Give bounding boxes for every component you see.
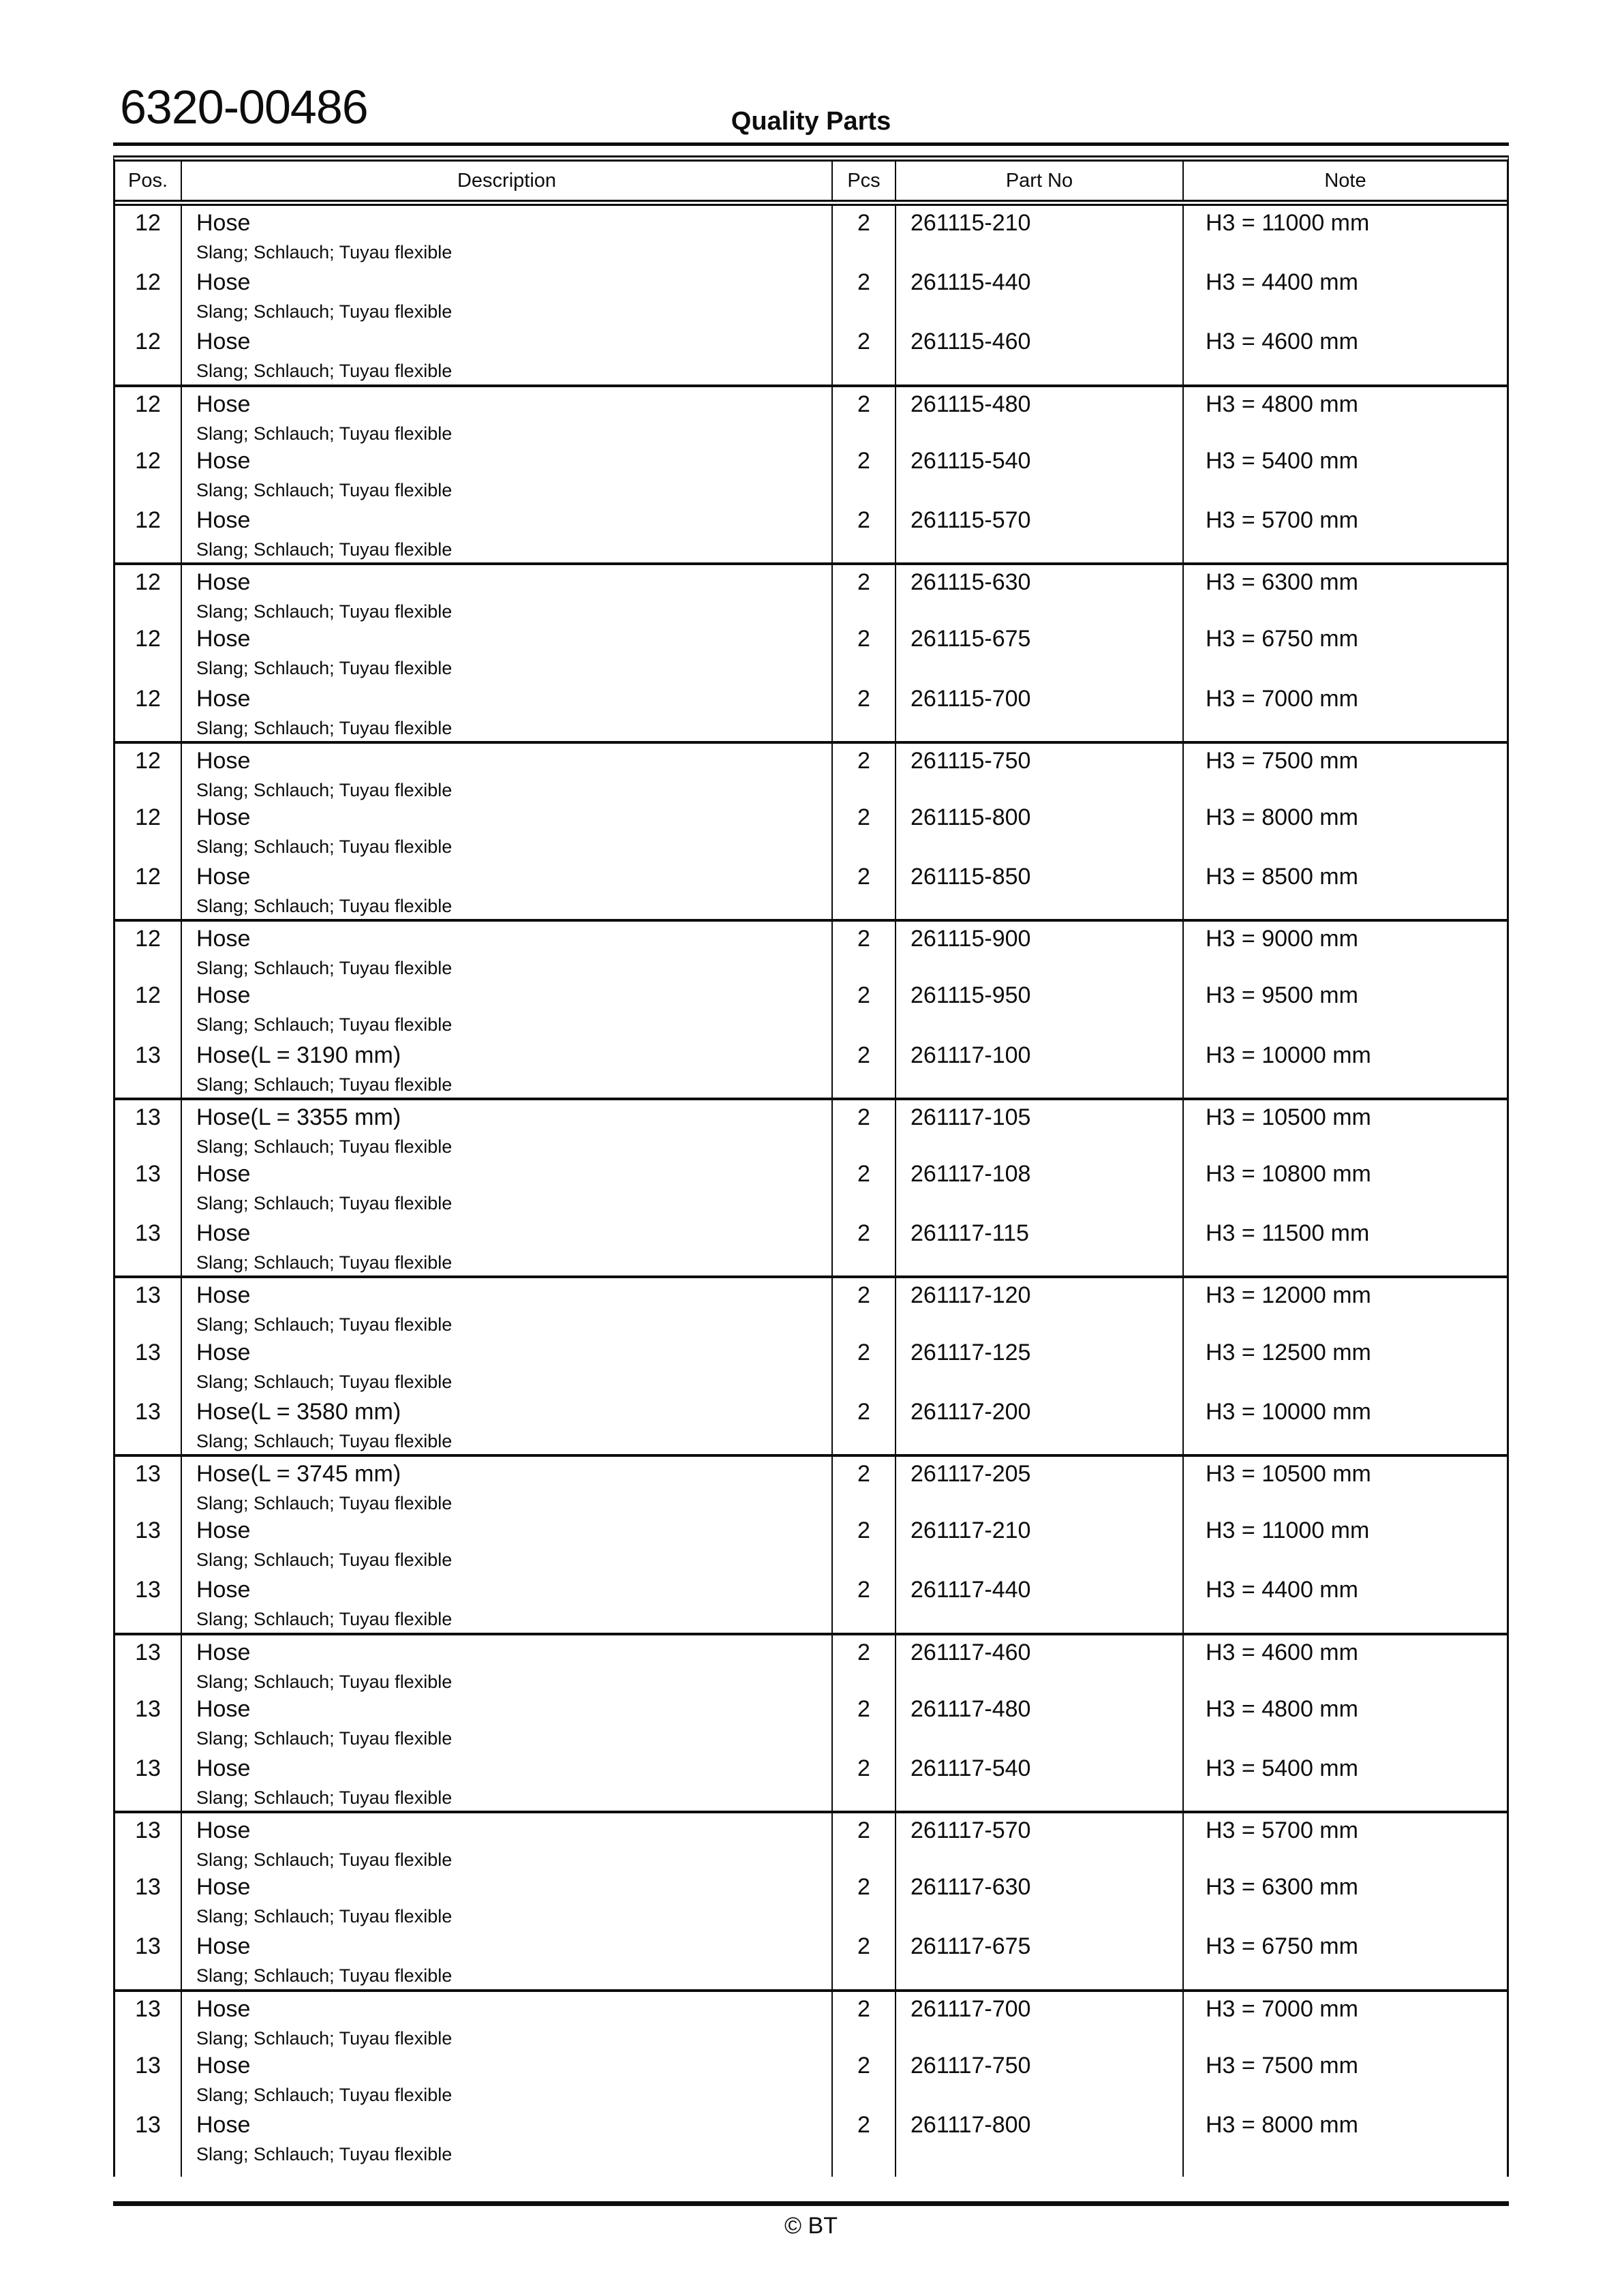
row-pos: 12 — [115, 206, 182, 265]
page-footer-copyright: © BT — [784, 2213, 838, 2239]
table-row — [115, 1870, 1507, 1929]
row-part-no: 261115-480 — [896, 387, 1184, 445]
row-description-main: Hose — [196, 864, 251, 890]
row-pcs: 2 — [833, 206, 896, 265]
row-description-subtitle: Slang; Schlauch; Tuyau flexible — [196, 1371, 453, 1392]
row-pos: 13 — [115, 1278, 182, 1336]
row-pos: 13 — [115, 1100, 182, 1158]
row-note: H3 = 10500 mm — [1206, 1104, 1371, 1130]
table-row — [115, 384, 1507, 444]
row-description — [182, 1573, 833, 1632]
row-description-main: Hose — [196, 507, 251, 533]
table-row — [115, 800, 1507, 860]
row-description-subtitle: Slang; Schlauch; Tuyau flexible — [196, 1787, 453, 1808]
row-pcs: 2 — [833, 922, 896, 980]
row-description-subtitle: Slang; Schlauch; Tuyau flexible — [196, 958, 453, 979]
row-part-no: 261115-210 — [896, 206, 1184, 265]
row-description-main: Hose — [196, 1517, 251, 1544]
row-description-subtitle: Slang; Schlauch; Tuyau flexible — [196, 1849, 453, 1871]
row-part-no: 261115-800 — [896, 800, 1184, 860]
row-part-no: 261117-700 — [896, 1992, 1184, 2050]
row-description-main: Hose — [196, 269, 251, 296]
row-description-main: Hose — [196, 2052, 251, 2079]
row-description — [182, 744, 833, 802]
row-pcs: 2 — [833, 744, 896, 802]
row-description-main: Hose — [196, 1933, 251, 1960]
column-header-pos: Pos. — [115, 162, 182, 200]
row-description-subtitle: Slang; Schlauch; Tuyau flexible — [196, 423, 453, 444]
row-part-no: 261115-850 — [896, 860, 1184, 919]
table-row — [115, 1633, 1507, 1692]
row-pos: 13 — [115, 2108, 182, 2167]
row-pcs: 2 — [833, 1457, 896, 1515]
table-row — [115, 1216, 1507, 1275]
row-description-main: Hose — [196, 1755, 251, 1781]
row-description — [182, 265, 833, 324]
row-description-subtitle: Slang; Schlauch; Tuyau flexible — [196, 301, 453, 322]
row-part-no: 261117-210 — [896, 1513, 1184, 1573]
row-part-no: 261117-800 — [896, 2108, 1184, 2167]
table-row — [115, 444, 1507, 503]
table-row — [115, 2108, 1507, 2167]
table-row — [115, 1513, 1507, 1573]
table-row — [115, 1573, 1507, 1632]
row-description — [182, 2049, 833, 2108]
header-rule — [113, 142, 1509, 146]
row-description — [182, 922, 833, 980]
row-part-no: 261115-675 — [896, 622, 1184, 681]
row-description-subtitle: Slang; Schlauch; Tuyau flexible — [196, 1492, 453, 1513]
row-description — [182, 682, 833, 741]
table-row — [115, 265, 1507, 324]
document-number: 6320-00486 — [120, 80, 368, 134]
row-description — [182, 206, 833, 265]
row-pcs: 2 — [833, 1692, 896, 1751]
row-pos: 12 — [115, 744, 182, 802]
table-row — [115, 1395, 1507, 1454]
row-pcs: 2 — [833, 1513, 896, 1573]
row-part-no: 261115-630 — [896, 565, 1184, 623]
row-pcs: 2 — [833, 1216, 896, 1275]
column-header-description: Description — [182, 162, 833, 200]
row-description-main: Hose — [196, 391, 251, 417]
row-note: H3 = 10500 mm — [1206, 1460, 1371, 1487]
row-pos: 12 — [115, 682, 182, 741]
table-row — [115, 324, 1507, 384]
row-pcs: 2 — [833, 1573, 896, 1632]
row-note: H3 = 5400 mm — [1206, 447, 1358, 474]
row-description-subtitle: Slang; Schlauch; Tuyau flexible — [196, 779, 453, 800]
table-row — [115, 919, 1507, 978]
row-part-no: 261117-100 — [896, 1038, 1184, 1098]
row-pcs: 2 — [833, 1395, 896, 1454]
row-part-no: 261115-900 — [896, 922, 1184, 980]
table-continuation-stub — [115, 2167, 1507, 2177]
row-description-main: Hose — [196, 1339, 251, 1365]
row-pos: 13 — [115, 1692, 182, 1751]
row-description-main: Hose — [196, 1220, 251, 1247]
row-description-main: Hose(L = 3355 mm) — [196, 1104, 401, 1130]
row-description-subtitle: Slang; Schlauch; Tuyau flexible — [196, 1136, 453, 1157]
row-pcs: 2 — [833, 1335, 896, 1395]
column-header-note: Note — [1324, 169, 1366, 192]
row-part-no: 261117-205 — [896, 1457, 1184, 1515]
row-description-main: Hose — [196, 747, 251, 774]
row-description-subtitle: Slang; Schlauch; Tuyau flexible — [196, 1252, 453, 1273]
row-note: H3 = 5400 mm — [1206, 1755, 1358, 1781]
row-description — [182, 1929, 833, 1989]
row-part-no: 261117-120 — [896, 1278, 1184, 1336]
row-description-main: Hose — [196, 685, 251, 712]
row-pos: 13 — [115, 1216, 182, 1275]
row-description-subtitle: Slang; Schlauch; Tuyau flexible — [196, 361, 453, 382]
parts-table — [113, 155, 1509, 2177]
row-pcs: 2 — [833, 265, 896, 324]
row-description — [182, 2108, 833, 2167]
row-pos: 12 — [115, 265, 182, 324]
row-note: H3 = 8500 mm — [1206, 864, 1358, 890]
row-pcs: 2 — [833, 565, 896, 623]
column-header-part-no: Part No — [896, 162, 1184, 200]
row-description-subtitle: Slang; Schlauch; Tuyau flexible — [196, 2027, 453, 2049]
document-header — [113, 0, 1509, 155]
row-description — [182, 1751, 833, 1811]
row-part-no: 261117-200 — [896, 1395, 1184, 1454]
row-pcs: 2 — [833, 1929, 896, 1989]
row-note: H3 = 7500 mm — [1206, 747, 1358, 774]
row-description — [182, 800, 833, 860]
parts-table-body — [115, 206, 1507, 2167]
row-note: H3 = 7500 mm — [1206, 2052, 1358, 2079]
row-part-no: 261115-700 — [896, 682, 1184, 741]
table-row — [115, 741, 1507, 800]
row-part-no: 261115-460 — [896, 324, 1184, 384]
row-description-main: Hose — [196, 329, 251, 355]
row-pos: 12 — [115, 503, 182, 562]
row-pos: 12 — [115, 860, 182, 919]
row-description — [182, 1395, 833, 1454]
row-description — [182, 387, 833, 445]
row-pos: 12 — [115, 565, 182, 623]
row-note: H3 = 8000 mm — [1206, 804, 1358, 830]
row-description — [182, 1692, 833, 1751]
row-description-subtitle: Slang; Schlauch; Tuyau flexible — [196, 601, 453, 622]
row-note: H3 = 10000 mm — [1206, 1042, 1371, 1068]
row-description — [182, 1157, 833, 1216]
row-description — [182, 1038, 833, 1098]
row-description — [182, 1335, 833, 1395]
row-pcs: 2 — [833, 800, 896, 860]
table-row — [115, 1038, 1507, 1098]
row-pos: 12 — [115, 324, 182, 384]
row-description-subtitle: Slang; Schlauch; Tuyau flexible — [196, 1014, 453, 1036]
table-row — [115, 2049, 1507, 2108]
row-note: H3 = 11000 mm — [1206, 210, 1370, 236]
row-description — [182, 1216, 833, 1275]
row-pos: 12 — [115, 978, 182, 1038]
row-description-main: Hose — [196, 1577, 251, 1603]
row-pos: 13 — [115, 1751, 182, 1811]
row-pos: 13 — [115, 1395, 182, 1454]
row-part-no: 261115-440 — [896, 265, 1184, 324]
row-description-main: Hose — [196, 1161, 251, 1187]
row-description-subtitle: Slang; Schlauch; Tuyau flexible — [196, 2144, 453, 2164]
row-pos: 12 — [115, 622, 182, 681]
row-note: H3 = 4600 mm — [1206, 1639, 1358, 1665]
row-description-subtitle: Slang; Schlauch; Tuyau flexible — [196, 1074, 453, 1095]
row-pcs: 2 — [833, 503, 896, 562]
table-row — [115, 1098, 1507, 1157]
row-description — [182, 860, 833, 919]
row-part-no: 261115-950 — [896, 978, 1184, 1038]
row-description-subtitle: Slang; Schlauch; Tuyau flexible — [196, 1430, 453, 1451]
page-title: Quality Parts — [731, 107, 891, 136]
row-description-subtitle: Slang; Schlauch; Tuyau flexible — [196, 1314, 453, 1335]
row-pos: 12 — [115, 387, 182, 445]
row-part-no: 261117-460 — [896, 1635, 1184, 1693]
table-row — [115, 1157, 1507, 1216]
row-note: H3 = 7000 mm — [1206, 1995, 1358, 2022]
row-description-main: Hose — [196, 804, 251, 830]
row-description-subtitle: Slang; Schlauch; Tuyau flexible — [196, 479, 453, 500]
row-part-no: 261117-675 — [896, 1929, 1184, 1989]
row-description — [182, 1513, 833, 1573]
row-pos: 13 — [115, 1870, 182, 1929]
row-description-main: Hose — [196, 982, 251, 1009]
row-description-main: Hose — [196, 926, 251, 952]
row-description-main: Hose — [196, 447, 251, 474]
row-description — [182, 1813, 833, 1871]
row-description-subtitle: Slang; Schlauch; Tuyau flexible — [196, 658, 453, 679]
row-description — [182, 1100, 833, 1158]
row-note: H3 = 5700 mm — [1206, 507, 1358, 533]
footer-rule — [113, 2201, 1509, 2206]
row-description-subtitle: Slang; Schlauch; Tuyau flexible — [196, 539, 453, 560]
row-description-subtitle: Slang; Schlauch; Tuyau flexible — [196, 717, 453, 738]
row-description — [182, 565, 833, 623]
row-pos: 12 — [115, 922, 182, 980]
row-description — [182, 1457, 833, 1515]
table-row — [115, 503, 1507, 562]
row-part-no: 261117-115 — [896, 1216, 1184, 1275]
row-pos: 13 — [115, 1335, 182, 1395]
row-pos: 12 — [115, 800, 182, 860]
row-description-main: Hose — [196, 569, 251, 596]
row-part-no: 261115-570 — [896, 503, 1184, 562]
row-part-no: 261117-108 — [896, 1157, 1184, 1216]
row-pcs: 2 — [833, 1100, 896, 1158]
row-description-main: Hose — [196, 210, 251, 236]
row-pcs: 2 — [833, 324, 896, 384]
row-description-main: Hose(L = 3580 mm) — [196, 1398, 401, 1425]
row-pcs: 2 — [833, 1635, 896, 1693]
row-pcs: 2 — [833, 1278, 896, 1336]
page-content — [113, 0, 1509, 2239]
row-description — [182, 444, 833, 503]
row-part-no: 261117-630 — [896, 1870, 1184, 1929]
row-note: H3 = 11500 mm — [1206, 1220, 1370, 1247]
parts-table-header-row — [115, 162, 1507, 206]
row-pcs: 2 — [833, 1751, 896, 1811]
row-pos: 13 — [115, 1635, 182, 1693]
row-note: H3 = 6300 mm — [1206, 569, 1358, 596]
row-description-main: Hose — [196, 1695, 251, 1722]
table-row — [115, 860, 1507, 919]
row-note: H3 = 6750 mm — [1206, 626, 1358, 652]
row-pos: 13 — [115, 1992, 182, 2050]
row-pos: 13 — [115, 2049, 182, 2108]
table-row — [115, 206, 1507, 265]
row-note: H3 = 9500 mm — [1206, 982, 1358, 1009]
table-row — [115, 622, 1507, 681]
row-pos: 13 — [115, 1573, 182, 1632]
row-note: H3 = 9000 mm — [1206, 926, 1358, 952]
row-pcs: 2 — [833, 2108, 896, 2167]
row-description-subtitle: Slang; Schlauch; Tuyau flexible — [196, 1906, 453, 1927]
row-description — [182, 1870, 833, 1929]
table-row — [115, 1929, 1507, 1989]
row-pcs: 2 — [833, 2049, 896, 2108]
row-note: H3 = 5700 mm — [1206, 1817, 1358, 1844]
table-row — [115, 562, 1507, 622]
row-pos: 12 — [115, 444, 182, 503]
row-note: H3 = 6300 mm — [1206, 1874, 1358, 1901]
row-pcs: 2 — [833, 682, 896, 741]
row-note: H3 = 4800 mm — [1206, 1695, 1358, 1722]
row-description-main: Hose — [196, 626, 251, 652]
row-description-subtitle: Slang; Schlauch; Tuyau flexible — [196, 2084, 453, 2105]
row-description-main: Hose — [196, 1639, 251, 1665]
row-description-main: Hose — [196, 1282, 251, 1309]
row-description-subtitle: Slang; Schlauch; Tuyau flexible — [196, 896, 453, 917]
row-description-subtitle: Slang; Schlauch; Tuyau flexible — [196, 1965, 453, 1987]
row-description-main: Hose(L = 3190 mm) — [196, 1042, 401, 1068]
row-note: H3 = 12500 mm — [1206, 1339, 1371, 1365]
row-note: H3 = 7000 mm — [1206, 685, 1358, 712]
row-part-no: 261115-750 — [896, 744, 1184, 802]
row-description-main: Hose — [196, 1817, 251, 1844]
table-row — [115, 1454, 1507, 1513]
row-pos: 13 — [115, 1813, 182, 1871]
row-part-no: 261117-750 — [896, 2049, 1184, 2108]
table-row — [115, 1275, 1507, 1335]
row-note: H3 = 12000 mm — [1206, 1282, 1371, 1309]
row-description-subtitle: Slang; Schlauch; Tuyau flexible — [196, 836, 453, 857]
table-row — [115, 1692, 1507, 1751]
row-description — [182, 324, 833, 384]
row-part-no: 261117-480 — [896, 1692, 1184, 1751]
row-pos: 13 — [115, 1157, 182, 1216]
row-description — [182, 622, 833, 681]
row-pcs: 2 — [833, 1813, 896, 1871]
row-description-main: Hose — [196, 1995, 251, 2022]
row-pcs: 2 — [833, 1870, 896, 1929]
row-description — [182, 1992, 833, 2050]
row-description — [182, 503, 833, 562]
row-pcs: 2 — [833, 1157, 896, 1216]
row-description-subtitle: Slang; Schlauch; Tuyau flexible — [196, 1671, 453, 1692]
row-part-no: 261117-125 — [896, 1335, 1184, 1395]
row-note: H3 = 4600 mm — [1206, 329, 1358, 355]
row-note: H3 = 4400 mm — [1206, 1577, 1358, 1603]
row-pos: 13 — [115, 1457, 182, 1515]
row-part-no: 261117-440 — [896, 1573, 1184, 1632]
row-description-subtitle: Slang; Schlauch; Tuyau flexible — [196, 1727, 453, 1749]
row-description — [182, 1635, 833, 1693]
row-description-main: Hose(L = 3745 mm) — [196, 1460, 401, 1487]
row-pos: 13 — [115, 1513, 182, 1573]
row-note: H3 = 11000 mm — [1206, 1517, 1370, 1544]
row-note: H3 = 8000 mm — [1206, 2112, 1358, 2138]
table-row — [115, 978, 1507, 1038]
table-row — [115, 682, 1507, 741]
row-note: H3 = 10000 mm — [1206, 1398, 1371, 1425]
row-description-main: Hose — [196, 2112, 251, 2138]
row-pos: 13 — [115, 1929, 182, 1989]
row-note: H3 = 10800 mm — [1206, 1161, 1371, 1187]
row-description-subtitle: Slang; Schlauch; Tuyau flexible — [196, 242, 453, 262]
row-description-subtitle: Slang; Schlauch; Tuyau flexible — [196, 1609, 453, 1630]
row-pos: 13 — [115, 1038, 182, 1098]
table-row — [115, 1811, 1507, 1870]
row-pcs: 2 — [833, 444, 896, 503]
row-pcs: 2 — [833, 1038, 896, 1098]
row-description — [182, 1278, 833, 1336]
row-description-subtitle: Slang; Schlauch; Tuyau flexible — [196, 1193, 453, 1213]
row-part-no: 261117-105 — [896, 1100, 1184, 1158]
row-description-subtitle: Slang; Schlauch; Tuyau flexible — [196, 1550, 453, 1571]
column-header-pcs: Pcs — [833, 162, 896, 200]
table-row — [115, 1989, 1507, 2049]
row-pcs: 2 — [833, 387, 896, 445]
table-row — [115, 1335, 1507, 1395]
row-pcs: 2 — [833, 860, 896, 919]
row-pcs: 2 — [833, 978, 896, 1038]
row-part-no: 261115-540 — [896, 444, 1184, 503]
row-pcs: 2 — [833, 1992, 896, 2050]
row-pcs: 2 — [833, 622, 896, 681]
row-note: H3 = 4400 mm — [1206, 269, 1358, 296]
row-part-no: 261117-570 — [896, 1813, 1184, 1871]
row-note: H3 = 4800 mm — [1206, 391, 1358, 417]
row-description — [182, 978, 833, 1038]
row-part-no: 261117-540 — [896, 1751, 1184, 1811]
row-description-main: Hose — [196, 1874, 251, 1901]
table-row — [115, 1751, 1507, 1811]
row-note: H3 = 6750 mm — [1206, 1933, 1358, 1960]
